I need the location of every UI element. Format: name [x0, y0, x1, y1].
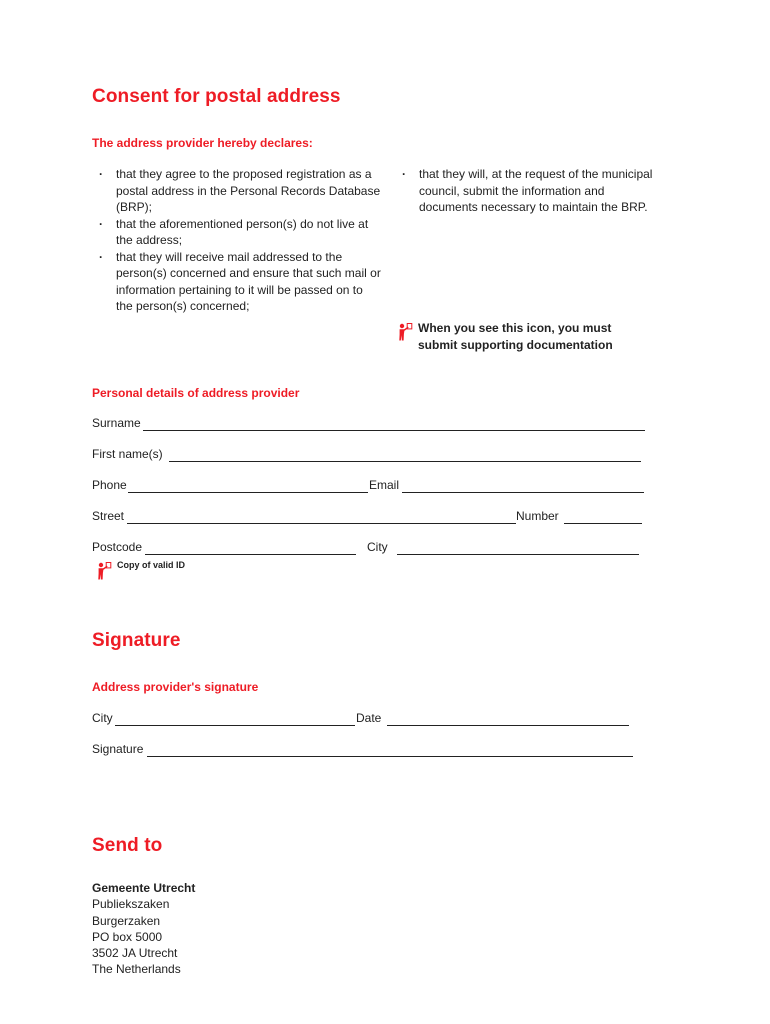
- surname-field[interactable]: [143, 430, 645, 431]
- phone-email-row: [92, 478, 652, 494]
- id-note: Copy of valid ID: [117, 560, 186, 570]
- address-line: PO box 5000: [92, 929, 163, 944]
- city-label: City: [367, 540, 388, 554]
- icon-note: [418, 320, 613, 354]
- postcode-city-row: [92, 540, 652, 556]
- personal-details-heading: Personal details of address provider: [92, 386, 300, 400]
- person-with-document-icon: [397, 322, 413, 342]
- declaration-item: · that they agree to the proposed registration as a postal address in the Personal Records Database (BRP);: [92, 166, 382, 216]
- sign-city-field[interactable]: [115, 725, 355, 726]
- postcode-label: Postcode: [92, 540, 143, 554]
- street-field[interactable]: [127, 523, 516, 524]
- declaration-item: · that they will receive mail addressed to the person(s) concerned and ensure that such mail or information pertaining to it will be passed on to the person(s) concerned;: [92, 249, 382, 315]
- icon-note-line: When you see this icon, you must: [418, 321, 612, 335]
- icon-note-line: submit supporting documentation: [418, 338, 613, 352]
- declaration-item: · that the aforementioned person(s) do not live at the address;: [92, 216, 382, 249]
- address-line: Publiekszaken: [92, 897, 170, 912]
- sign-city-date-row: [92, 711, 652, 727]
- declares-heading: The address provider hereby declares:: [92, 136, 313, 150]
- signature-field[interactable]: [147, 756, 633, 757]
- surname-row: [92, 416, 652, 432]
- sign-date-field[interactable]: [387, 725, 629, 726]
- sign-date-label: Date: [356, 711, 382, 725]
- signature-title: Signature: [92, 630, 181, 651]
- postal-address: [92, 880, 195, 978]
- person-with-document-icon: [96, 561, 112, 581]
- address-line: 3502 JA Utrecht: [92, 946, 178, 961]
- phone-field[interactable]: [128, 492, 368, 493]
- street-label: Street: [92, 509, 125, 523]
- declarations-right: [395, 166, 665, 216]
- declarations-left: [92, 166, 382, 315]
- address-line: The Netherlands: [92, 962, 181, 977]
- street-number-row: [92, 509, 652, 525]
- signature-subheading: Address provider's signature: [92, 680, 259, 694]
- email-label: Email: [369, 478, 400, 492]
- declaration-item: · that they will, at the request of the municipal council, submit the information and documents necessary to maintain the BRP.: [395, 166, 665, 216]
- number-label: Number: [516, 509, 559, 523]
- phone-label: Phone: [92, 478, 127, 492]
- signature-label: Signature: [92, 742, 144, 756]
- address-line: Burgerzaken: [92, 913, 161, 928]
- page-title: Consent for postal address: [92, 86, 341, 107]
- first-names-field[interactable]: [169, 461, 641, 462]
- signature-row: [92, 742, 652, 758]
- email-field[interactable]: [402, 492, 644, 493]
- address-org: Gemeente Utrecht: [92, 881, 196, 895]
- first-names-row: [92, 447, 652, 463]
- surname-label: Surname: [92, 416, 141, 430]
- first-names-label: First name(s): [92, 447, 163, 461]
- send-to-title: Send to: [92, 835, 163, 856]
- city-field[interactable]: [397, 554, 639, 555]
- number-field[interactable]: [564, 523, 642, 524]
- sign-city-label: City: [92, 711, 113, 725]
- postcode-field[interactable]: [145, 554, 356, 555]
